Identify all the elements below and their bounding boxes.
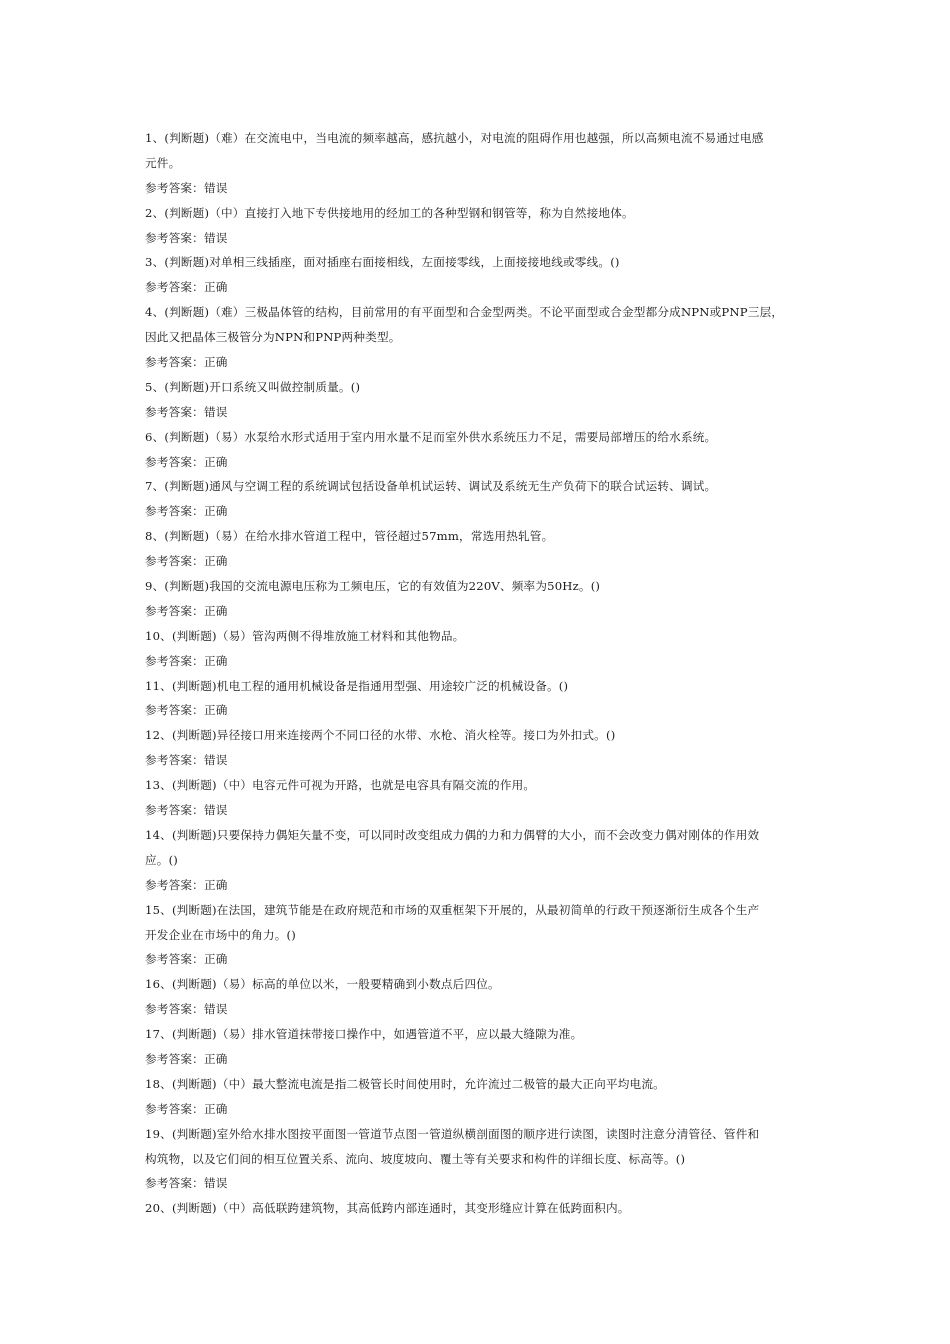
question-line-15: 15、(判断题)在法国，建筑节能是在政府规范和市场的双重框架下开展的，从最初简单的行政干预逐渐衍生成各个生产 — [145, 902, 760, 917]
question-line-2: 2、(判断题)（中）直接打入地下专供接地用的经加工的各种型钢和钢管等，称为自然接地体。 — [145, 205, 634, 220]
question-line-11: 11、(判断题)机电工程的通用机械设备是指通用型强、用途较广泛的机械设备。() — [145, 678, 569, 693]
answer-1: 参考答案：错误 — [145, 180, 228, 195]
answer-8: 参考答案：正确 — [145, 554, 228, 569]
answer-7: 参考答案：正确 — [145, 504, 228, 519]
answer-18: 参考答案：正确 — [145, 1101, 228, 1116]
question-line-18: 18、(判断题)（中）最大整流电流是指二极管长时间使用时，允许流过二极管的最大正向平均电流。 — [145, 1076, 665, 1091]
question-line-4: 4、(判断题)（难）三极晶体管的结构，目前常用的有平面型和合金型两类。不论平面型或合金型都分成NPN或PNP三层， — [145, 305, 784, 320]
question-line-5: 5、(判断题)开口系统又叫做控制质量。() — [145, 379, 361, 394]
question-line-6: 6、(判断题)（易）水泵给水形式适用于室内用水量不足而室外供水系统压力不足，需要局部增压的给水系统。 — [145, 429, 717, 444]
question-line-1: 1、(判断题)（难）在交流电中，当电流的频率越高，感抗越小，对电流的阻碍作用也越强，所以高频电流不易通过电感 — [145, 131, 764, 145]
answer-4: 参考答案：正确 — [145, 355, 228, 370]
answer-9: 参考答案：正确 — [145, 603, 228, 618]
question-line-4-cont: 因此又把晶体三极管分为NPN和PNP两种类型。 — [145, 330, 401, 345]
answer-19: 参考答案：错误 — [145, 1176, 228, 1191]
answer-2: 参考答案：错误 — [145, 230, 228, 245]
question-line-19-cont: 构筑物，以及它们间的相互位置关系、流向、坡度坡向、覆土等有关要求和构件的详细长度、标高等。() — [145, 1151, 686, 1166]
answer-10: 参考答案：正确 — [145, 653, 228, 668]
question-line-12: 12、(判断题)异径接口用来连接两个不同口径的水带、水枪、消火栓等。接口为外扣式。() — [145, 728, 616, 743]
question-line-7: 7、(判断题)通风与空调工程的系统调试包括设备单机试运转、调试及系统无生产负荷下的联合试运转、调试。 — [145, 479, 717, 494]
question-line-15-cont: 开发企业在市场中的角力。() — [145, 927, 296, 942]
answer-3: 参考答案：正确 — [145, 280, 228, 295]
answer-6: 参考答案：正确 — [145, 454, 228, 469]
answer-17: 参考答案：正确 — [145, 1051, 228, 1066]
document-page — [145, 126, 815, 1221]
question-line-3: 3、(判断题)对单相三线插座，面对插座右面接相线，左面接零线，上面接接地线或零线。() — [145, 255, 620, 270]
answer-14: 参考答案：正确 — [145, 877, 228, 892]
question-line-10: 10、(判断题)（易）管沟两侧不得堆放施工材料和其他物品。 — [145, 628, 465, 643]
answer-15: 参考答案：正确 — [145, 952, 228, 967]
answer-12: 参考答案：错误 — [145, 753, 228, 768]
question-line-8: 8、(判断题)（易）在给水排水管道工程中，管径超过57mm，常选用热轧管。 — [145, 529, 554, 544]
question-line-9: 9、(判断题)我国的交流电源电压称为工频电压，它的有效值为220V、频率为50Hz。() — [145, 579, 601, 594]
question-line-20: 20、(判断题)（中）高低联跨建筑物，其高低跨内部连通时，其变形缝应计算在低跨面积内。 — [145, 1201, 630, 1216]
question-line-1-cont: 元件。 — [145, 155, 181, 170]
question-line-19: 19、(判断题)室外给水排水图按平面图一管道节点图一管道纵横剖面图的顺序进行读图，读图时注意分清管径、管件和 — [145, 1126, 760, 1141]
question-line-16: 16、(判断题)（易）标高的单位以米，一般要精确到小数点后四位。 — [145, 977, 500, 992]
answer-11: 参考答案：正确 — [145, 703, 228, 718]
answer-13: 参考答案：错误 — [145, 803, 228, 818]
answer-16: 参考答案：错误 — [145, 1002, 228, 1017]
question-line-13: 13、(判断题)（中）电容元件可视为开路，也就是电容具有隔交流的作用。 — [145, 778, 536, 793]
answer-5: 参考答案：错误 — [145, 404, 228, 419]
question-line-14-cont: 应。() — [145, 852, 179, 867]
question-line-14: 14、(判断题)只要保持力偶矩矢量不变，可以同时改变组成力偶的力和力偶臂的大小，而不会改变力偶对刚体的作用效 — [145, 827, 760, 842]
question-line-17: 17、(判断题)（易）排水管道抹带接口操作中，如遇管道不平，应以最大缝隙为准。 — [145, 1027, 583, 1042]
